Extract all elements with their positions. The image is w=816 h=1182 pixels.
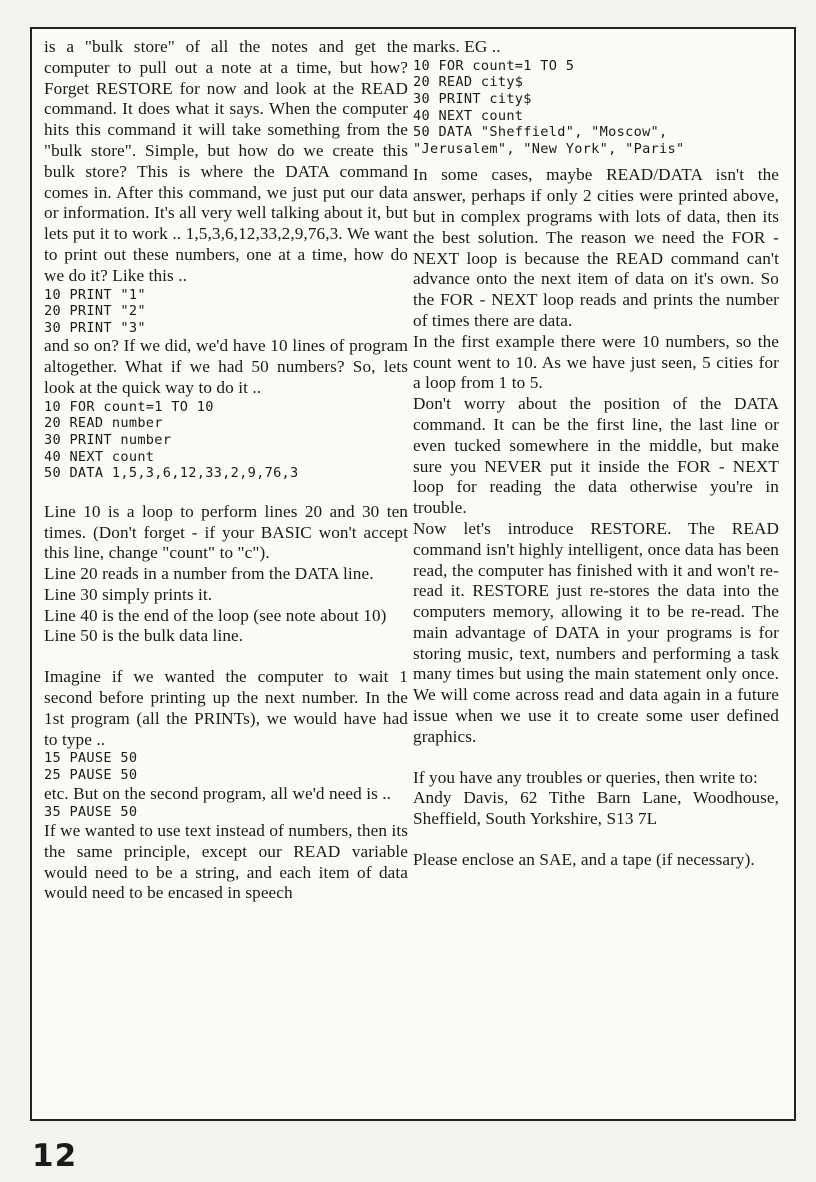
paragraph: etc. But on the second program, all we'd need is .. xyxy=(44,783,392,803)
paragraph: Now let's introduce RESTORE. The READ command isn't highly intelligent, once data has been read, the computer has finished with it and won't re-read it. RESTORE just re-stores the data into the computers memory, allowing it to be re-read. The main advantage of DATA in your programs is for storing music, text, numbers and performing a task many times but using the main statement only once. We will come across read and data again in a future issue when we use it to create some user defined graphics. xyxy=(413,518,779,746)
paragraph: Don't worry about the position of the DATA command. It can be the first line, the last line or even tucked somewhere in the middle, but make sure you NEVER put it inside the FOR - NEXT loop for reading the data otherwise you're in trouble. xyxy=(413,394,779,518)
paragraph: In some cases, maybe READ/DATA isn't the answer, perhaps if only 2 cities were printed above, but in complex programs with lots of data, then its the best solution. The reason we need the FOR - NEXT loop is because the READ command can't advance onto the next item of data on it's own. So the FOR - NEXT loop reads and prints the number of times there are data. xyxy=(413,165,779,330)
code-listing: 10 FOR count=1 TO 5 20 READ city$ 30 PRINT city$ 40 NEXT count 50 DATA "Sheffield", "Moscow", "Jerusalem", "New York", "Paris" xyxy=(413,57,685,157)
right-column xyxy=(413,37,779,871)
paragraph: In the first example there were 10 numbers, so the count went to 10. As we have just seen, 5 cities for a loop from 1 to 5. xyxy=(413,331,779,393)
code-listing: 15 PAUSE 50 25 PAUSE 50 xyxy=(44,750,138,784)
code-listing: 10 FOR count=1 TO 10 20 READ number 30 PRINT number 40 NEXT count 50 DATA 1,5,3,6,12,33,2,9,76,3 xyxy=(44,398,299,482)
code-listing: 10 PRINT "1" 20 PRINT "2" 30 PRINT "3" xyxy=(44,286,146,336)
code-listing: 35 PAUSE 50 xyxy=(44,804,138,821)
author-address: Andy Davis, 62 Tithe Barn Lane, Woodhouse, Sheffield, South Yorkshire, S13 7L xyxy=(413,788,779,829)
paragraph: Line 30 simply prints it. xyxy=(44,584,213,604)
paragraph: Please enclose an SAE, and a tape (if necessary). xyxy=(413,850,755,870)
paragraph: If we wanted to use text instead of numbers, then its the same principle, except our READ variable would need to be a string, and each item of data would need to be encased in speech xyxy=(44,821,408,903)
paragraph: Line 10 is a loop to perform lines 20 and 30 ten times. (Don't forget - if your BASIC won't accept this line, change "count" to "c"). xyxy=(44,501,408,563)
paragraph: Line 40 is the end of the loop (see note about 10) xyxy=(44,605,387,625)
paragraph: Imagine if we wanted the computer to wait 1 second before printing up the next number. In the 1st program (all the PRINTs), we would have had to type .. xyxy=(44,667,408,749)
paragraph: Line 20 reads in a number from the DATA line. xyxy=(44,564,374,584)
left-column xyxy=(44,37,408,904)
paragraph: If you have any troubles or queries, then write to: xyxy=(413,767,758,787)
paragraph: marks. EG .. xyxy=(413,37,501,56)
article-frame xyxy=(30,27,796,1121)
paragraph: Line 50 is the bulk data line. xyxy=(44,626,244,646)
paragraph: and so on? If we did, we'd have 10 lines of program altogether. What if we had 50 numbers? So, lets look at the quick way to do it .. xyxy=(44,336,408,397)
page-number: 12 xyxy=(32,1138,78,1174)
paragraph: is a "bulk store" of all the notes and get the computer to pull out a note at a time, but how? Forget RESTORE for now and look at the READ command. It does what it says. When the computer hits this command it will take something from the "bulk store". Simple, but how do we create this bulk store? This is where the DATA command comes in. After this command, we just put our data or information. It's all very well talking about it, but lets put it to work .. 1,5,3,6,12,33,2,9,76,3. We want to print out these numbers, one at a time, how do we do it? Like this .. xyxy=(44,37,408,285)
